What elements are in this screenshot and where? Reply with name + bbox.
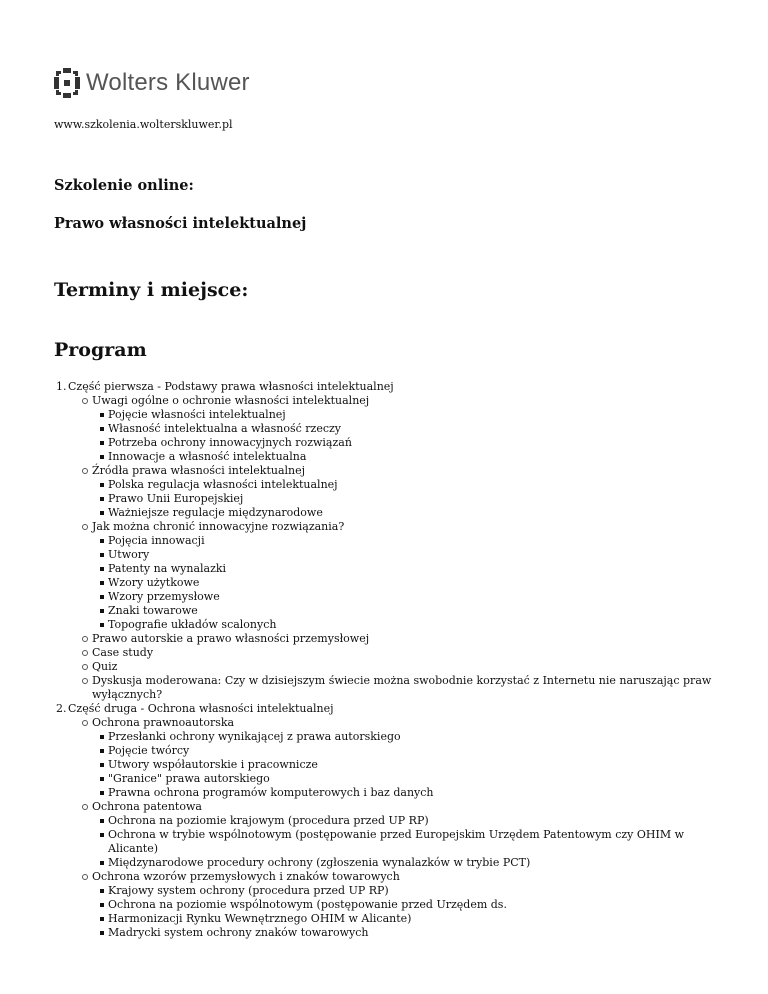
- program-subtopic-list: [92, 534, 716, 632]
- program-topic: [80, 464, 716, 520]
- program-topic-label: Quiz: [92, 660, 118, 673]
- program-subtopic: Ochrona w trybie wspólnotowym (postępowanie przed Europejskim Urzędem Patentowym czy OHIM w Alicante): [98, 828, 716, 856]
- program-topic: [80, 632, 716, 646]
- program-subtopic: Ochrona na poziomie wspólnotowym (postępowanie przed Urzędem ds.: [98, 898, 716, 912]
- program-subtopic: Międzynarodowe procedury ochrony (zgłoszenia wynalazków w trybie PCT): [98, 856, 716, 870]
- program-subtopic: Ważniejsze regulacje międzynarodowe: [98, 506, 716, 520]
- program-subtopic-list: [92, 884, 716, 940]
- program-subtopic: Znaki towarowe: [98, 604, 716, 618]
- brand-logo: [54, 68, 250, 98]
- program-topic-list: [68, 394, 716, 702]
- program-topic: [80, 800, 716, 870]
- program-topic-label: Dyskusja moderowana: Czy w dzisiejszym świecie można swobodnie korzystać z Internetu nie naruszając praw wyłącznych?: [92, 674, 712, 701]
- program-part-title: Część druga - Ochrona własności intelektualnej: [68, 702, 334, 715]
- program-subtopic: "Granice" prawa autorskiego: [98, 772, 716, 786]
- wolters-kluwer-logo-icon: [54, 68, 80, 98]
- program-subtopic-list: [92, 814, 716, 870]
- program-topic-label: Uwagi ogólne o ochronie własności intelektualnej: [92, 394, 370, 407]
- program-heading: Program: [54, 339, 147, 361]
- program-topic-label: Ochrona patentowa: [92, 800, 202, 813]
- program-subtopic: Pojęcie twórcy: [98, 744, 716, 758]
- program-subtopic: Prawna ochrona programów komputerowych i baz danych: [98, 786, 716, 800]
- program-topic: [80, 870, 716, 940]
- program-topic: [80, 716, 716, 800]
- program-subtopic: Patenty na wynalazki: [98, 562, 716, 576]
- program-subtopic: Własność intelektualna a własność rzeczy: [98, 422, 716, 436]
- course-title: Prawo własności intelektualnej: [54, 215, 307, 232]
- program-topic: [80, 660, 716, 674]
- program-topic-label: Jak można chronić innowacyjne rozwiązania?: [92, 520, 345, 533]
- course-type: Szkolenie online:: [54, 177, 194, 194]
- program-subtopic: Utwory: [98, 548, 716, 562]
- program-subtopic: Ochrona na poziomie krajowym (procedura przed UP RP): [98, 814, 716, 828]
- program-topic-label: Prawo autorskie a prawo własności przemysłowej: [92, 632, 370, 645]
- program-topic: [80, 674, 716, 702]
- program-part-number: 1.: [56, 380, 67, 393]
- program-part-title: Część pierwsza - Podstawy prawa własności intelektualnej: [68, 380, 394, 393]
- program-topic-list: [68, 716, 716, 940]
- program-subtopic: Madrycki system ochrony znaków towarowych: [98, 926, 716, 940]
- program-subtopic: Topografie układów scalonych: [98, 618, 716, 632]
- program-subtopic: Harmonizacji Rynku Wewnętrznego OHIM w Alicante): [98, 912, 716, 926]
- program-topic: [80, 394, 716, 464]
- program-list: [56, 380, 716, 940]
- program-topic: [80, 520, 716, 632]
- brand-name: Wolters Kluwer: [86, 69, 250, 96]
- program-subtopic: Pojęcie własności intelektualnej: [98, 408, 716, 422]
- program-subtopic: Wzory przemysłowe: [98, 590, 716, 604]
- program-topic-label: Źródła prawa własności intelektualnej: [92, 464, 306, 477]
- dates-heading: Terminy i miejsce:: [54, 279, 249, 301]
- program-subtopic: Utwory współautorskie i pracownicze: [98, 758, 716, 772]
- program-subtopic-list: [92, 478, 716, 520]
- program-part-number: 2.: [56, 702, 67, 715]
- program-subtopic: Prawo Unii Europejskiej: [98, 492, 716, 506]
- program-subtopic-list: [92, 408, 716, 464]
- site-url: www.szkolenia.wolterskluwer.pl: [54, 118, 233, 131]
- program-outline: [56, 380, 716, 940]
- program-part: [56, 702, 716, 940]
- program-topic-label: Ochrona wzorów przemysłowych i znaków towarowych: [92, 870, 400, 883]
- program-subtopic: Pojęcia innowacji: [98, 534, 716, 548]
- program-subtopic: Krajowy system ochrony (procedura przed UP RP): [98, 884, 716, 898]
- program-topic-label: Case study: [92, 646, 154, 659]
- program-subtopic: Potrzeba ochrony innowacyjnych rozwiązań: [98, 436, 716, 450]
- program-subtopic: Wzory użytkowe: [98, 576, 716, 590]
- program-subtopic: Przesłanki ochrony wynikającej z prawa autorskiego: [98, 730, 716, 744]
- program-topic: [80, 646, 716, 660]
- program-part: [56, 380, 716, 702]
- program-subtopic-list: [92, 730, 716, 800]
- program-subtopic: Innowacje a własność intelektualna: [98, 450, 716, 464]
- program-subtopic: Polska regulacja własności intelektualnej: [98, 478, 716, 492]
- program-topic-label: Ochrona prawnoautorska: [92, 716, 235, 729]
